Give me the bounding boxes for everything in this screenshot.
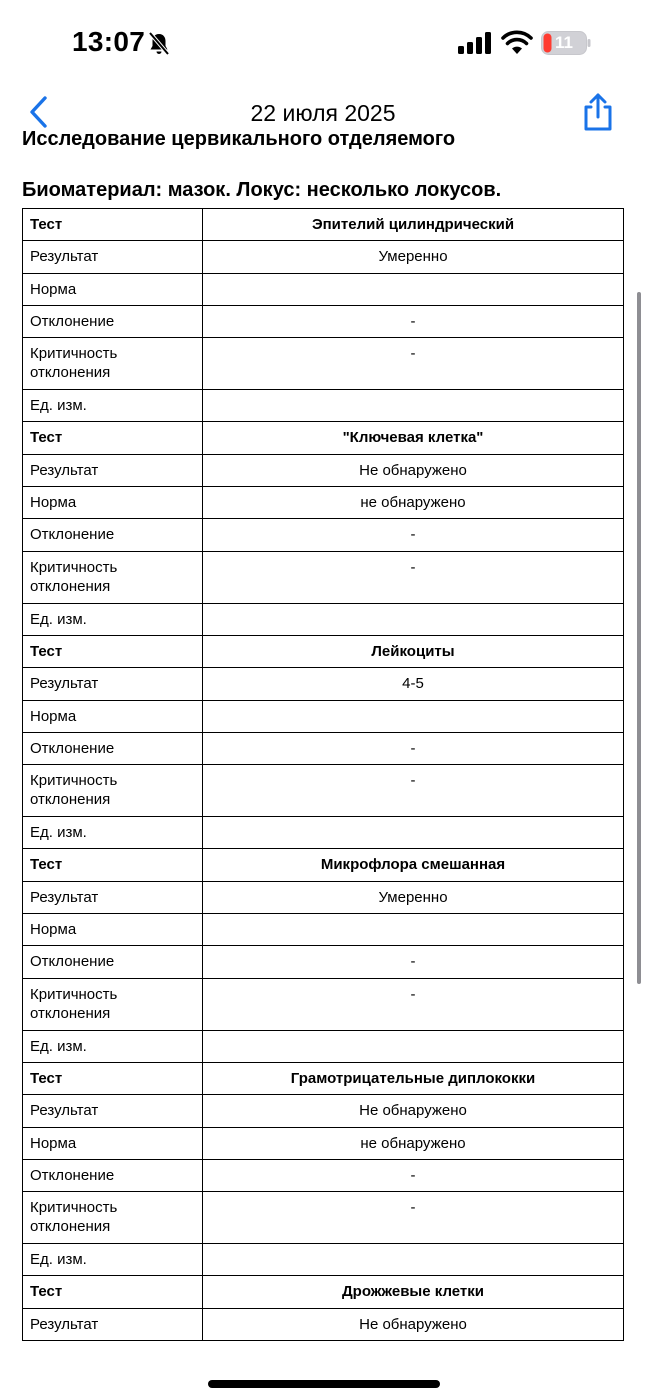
result-row (23, 1095, 624, 1127)
deviation-row (23, 305, 624, 337)
unit-value-cell (203, 603, 624, 635)
wifi-icon (501, 30, 533, 54)
deviation-row (23, 519, 624, 551)
norm-row (23, 700, 624, 732)
test-name-cell: Грамотрицательные диплококки (203, 1062, 624, 1094)
result-value-cell: Умеренно (203, 881, 624, 913)
bell-slash-icon (147, 31, 171, 57)
criticality-label-cell: Критичность отклонения (23, 978, 203, 1030)
test-header-row (23, 1062, 624, 1094)
criticality-label-cell: Критичность отклонения (23, 765, 203, 817)
unit-value-cell (203, 1244, 624, 1276)
document-view[interactable] (0, 128, 646, 1348)
norm-label-cell: Норма (23, 1127, 203, 1159)
result-row (23, 1308, 624, 1340)
battery-icon (541, 31, 591, 55)
deviation-label-cell: Отклонение (23, 305, 203, 337)
result-label-cell: Результат (23, 241, 203, 273)
unit-row (23, 1244, 624, 1276)
result-value-cell: Не обнаружено (203, 454, 624, 486)
result-label-cell: Результат (23, 881, 203, 913)
nav-title: 22 июля 2025 (250, 100, 396, 126)
unit-value-cell (203, 1030, 624, 1062)
unit-label-cell: Ед. изм. (23, 1030, 203, 1062)
norm-label-cell: Норма (23, 914, 203, 946)
result-row (23, 454, 624, 486)
deviation-row (23, 946, 624, 978)
norm-value-cell (203, 700, 624, 732)
criticality-value-cell: - (203, 1192, 624, 1244)
test-label-cell: Тест (23, 422, 203, 454)
deviation-row (23, 1159, 624, 1191)
norm-label-cell: Норма (23, 273, 203, 305)
norm-value-cell (203, 273, 624, 305)
test-header-row (23, 849, 624, 881)
document-subheading: Биоматериал: мазок. Локус: несколько локусов. (22, 179, 502, 201)
norm-row (23, 273, 624, 305)
result-value-cell: 4-5 (203, 668, 624, 700)
norm-label-cell: Норма (23, 487, 203, 519)
unit-row (23, 603, 624, 635)
test-name-cell: Эпителий цилиндрический (203, 209, 624, 241)
share-button[interactable] (580, 92, 616, 132)
unit-value-cell (203, 817, 624, 849)
unit-label-cell: Ед. изм. (23, 1244, 203, 1276)
document-heading: Исследование цервикального отделяемого (22, 128, 456, 150)
test-label-cell: Тест (23, 1062, 203, 1094)
result-row (23, 668, 624, 700)
test-header-row (23, 635, 624, 667)
test-label-cell: Тест (23, 849, 203, 881)
criticality-row (23, 338, 624, 390)
deviation-row (23, 732, 624, 764)
deviation-value-cell: - (203, 519, 624, 551)
results-table (22, 208, 624, 1341)
result-label-cell: Результат (23, 1095, 203, 1127)
norm-value-cell: не обнаружено (203, 487, 624, 519)
result-value-cell: Не обнаружено (203, 1095, 624, 1127)
unit-row (23, 817, 624, 849)
test-header-row (23, 1276, 624, 1308)
deviation-label-cell: Отклонение (23, 946, 203, 978)
unit-row (23, 1030, 624, 1062)
unit-row (23, 390, 624, 422)
criticality-row (23, 551, 624, 603)
unit-label-cell: Ед. изм. (23, 603, 203, 635)
deviation-value-cell: - (203, 305, 624, 337)
status-time: 13:07 (72, 26, 146, 57)
unit-label-cell: Ед. изм. (23, 817, 203, 849)
criticality-value-cell: - (203, 765, 624, 817)
norm-row (23, 1127, 624, 1159)
result-row (23, 241, 624, 273)
cellular-signal-icon (458, 32, 492, 54)
status-bar (0, 0, 646, 80)
criticality-row (23, 765, 624, 817)
test-name-cell: "Ключевая клетка" (203, 422, 624, 454)
criticality-label-cell: Критичность отклонения (23, 1192, 203, 1244)
test-name-cell: Дрожжевые клетки (203, 1276, 624, 1308)
result-value-cell: Не обнаружено (203, 1308, 624, 1340)
criticality-value-cell: - (203, 338, 624, 390)
deviation-label-cell: Отклонение (23, 1159, 203, 1191)
test-name-cell: Лейкоциты (203, 635, 624, 667)
result-label-cell: Результат (23, 668, 203, 700)
test-name-cell: Микрофлора смешанная (203, 849, 624, 881)
result-label-cell: Результат (23, 454, 203, 486)
norm-value-cell: не обнаружено (203, 1127, 624, 1159)
test-header-row (23, 422, 624, 454)
criticality-row (23, 978, 624, 1030)
test-header-row (23, 209, 624, 241)
deviation-value-cell: - (203, 1159, 624, 1191)
result-label-cell: Результат (23, 1308, 203, 1340)
battery-level: 11 (555, 33, 573, 52)
norm-row (23, 487, 624, 519)
norm-value-cell (203, 914, 624, 946)
deviation-label-cell: Отклонение (23, 732, 203, 764)
criticality-value-cell: - (203, 978, 624, 1030)
criticality-label-cell: Критичность отклонения (23, 338, 203, 390)
home-indicator[interactable] (208, 1380, 440, 1388)
criticality-label-cell: Критичность отклонения (23, 551, 203, 603)
norm-label-cell: Норма (23, 700, 203, 732)
criticality-value-cell: - (203, 551, 624, 603)
unit-label-cell: Ед. изм. (23, 390, 203, 422)
deviation-label-cell: Отклонение (23, 519, 203, 551)
deviation-value-cell: - (203, 732, 624, 764)
test-label-cell: Тест (23, 1276, 203, 1308)
norm-row (23, 914, 624, 946)
test-label-cell: Тест (23, 635, 203, 667)
criticality-row (23, 1192, 624, 1244)
result-row (23, 881, 624, 913)
deviation-value-cell: - (203, 946, 624, 978)
test-label-cell: Тест (23, 209, 203, 241)
unit-value-cell (203, 390, 624, 422)
scroll-indicator[interactable] (637, 292, 641, 984)
result-value-cell: Умеренно (203, 241, 624, 273)
